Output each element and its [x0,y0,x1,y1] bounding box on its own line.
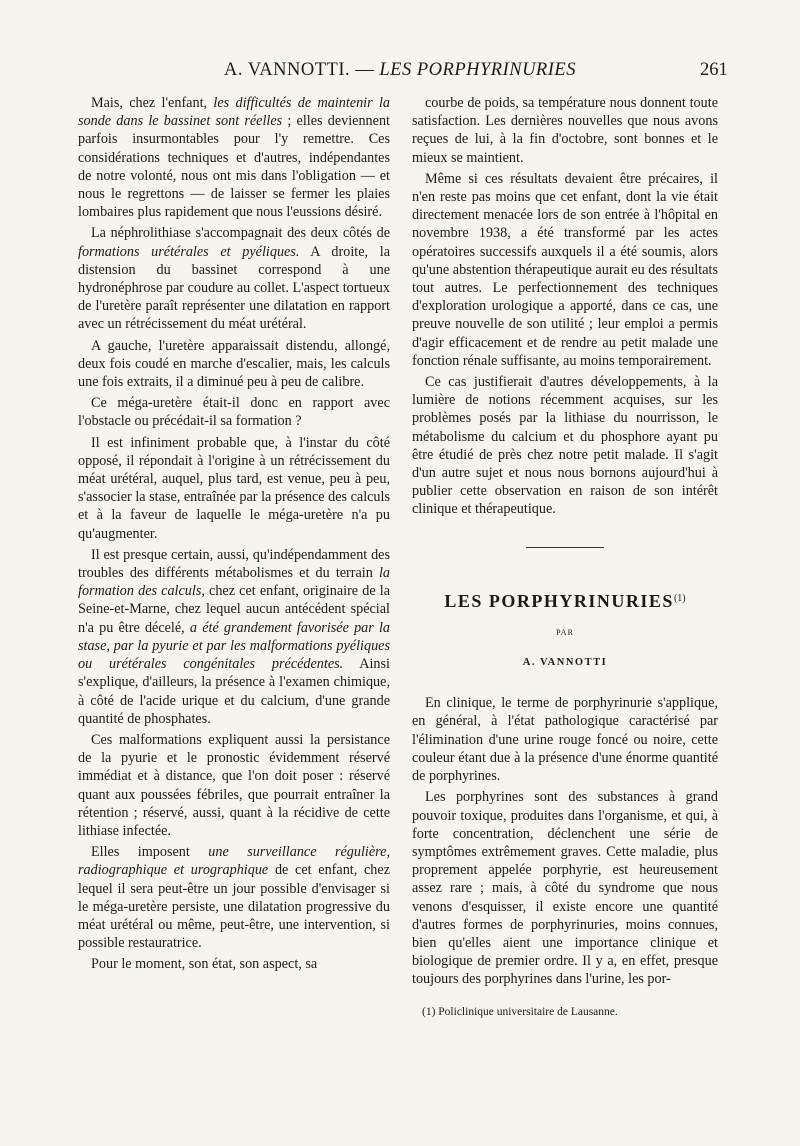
running-head-text [0,60,800,81]
header-author: A. VANNOTTI. [224,60,351,80]
section-divider [526,547,604,548]
article-title: LES PORPHYRINURIES$^{(1)}$ [444,590,686,611]
byline-author: A. VANNOTTI [522,657,608,669]
paragraph: A gauche, l'uretère apparaissait distendu, allongé, deux fois coudé en marche d'escalier, mais, les calculs une fois extraits, il a diminué peu à peu de calibre. [78,337,390,391]
paragraph: Il est presque certain, aussi, qu'indépendamment des troubles des différents métabolismes et du terrain la formation des calculs, chez cet enfant, originaire de la Seine-et-Marne, chez lequel aucun antécédent spécial n'a pu être décelé, a été grandement favorisée par la stase, par la pyurie et par les malformations pyéliques ou urétérales congénitales précédentes. Ainsi s'explique, d'ailleurs, la présence à l'examen chimique, à côté de l'acide urique et du calcium, d'une grande quantité de phosphates. [78,546,391,727]
header-dash: — [355,60,375,80]
paragraph: Ces malformations expliquent aussi la persistance de la pyurie et le pronostic évidemment réservé immédiat et à distance, que l'on doit poser : réservé quant aux poussées fébriles, que pourrait entraîner la rétention ; réservé, aussi, quant à la récidive de cette lithiase infectée. [78,731,390,839]
paragraph: Mais, chez l'enfant, les difficultés de maintenir la sonde dans le bassinet sont réelles ; elles deviennent parfois insurmontables pour l'y remettre. Ces considérations techniques et d'autres, indépendantes de notre volonté, nous ont mis dans l'obligation — et nous le regrettons — de laisser se fermer les plaies lombaires plus rapidement que nous l'eussions désiré. [78,95,391,221]
paragraph: Les porphyrines sont des substances à grand pouvoir toxique, produites dans l'organisme, et qui, à forte concentration, déclenchent une série de symptômes extrêmement graves. Cette maladie, plus proprement appelée porphyrie, est heureusement assez rare ; mais, à côté du syndrome que nous venons d'esquisser, il existe encore une quantité d'autres formes de porphyrinuries, moins connues, bien qu'elles aient une importance clinique et biologique de premier ordre. Il y a, en effet, presque toujours des porphyrines dans l'urine, les por- [412,789,718,988]
page-number: 261 [700,60,728,80]
paragraph: En clinique, le terme de porphyrinurie s'applique, en général, à l'état pathologique caractérisé par l'élimination d'une urine rouge foncé ou noire, cette couleur étant due à la présence d'une énorme quantité de porphyrines. [412,695,718,785]
footnote: (1) Policlinique universitaire de Lausanne. [422,1005,618,1018]
paragraph: Il est infiniment probable que, à l'instar du côté opposé, il répondait à l'origine à un rétrécissement du méat urétéral, auquel, plus tard, est venue, peu à peu, s'associer la stase, entraînée par la présence des calculs et à la faveur de laquelle le méga-uretère n'a pu qu'augmenter. [78,434,390,542]
paragraph: Ce méga-uretère était-il donc en rapport avec l'obstacle ou précédait-il sa formation ? [78,395,390,430]
running-header [0,56,800,86]
paragraph: Pour le moment, son état, son aspect, sa [91,956,318,973]
byline-par: PAR [556,627,574,637]
paragraph: Elles imposent une surveillance régulière, radiographique et urographique de cet enfant, chez lequel il sera peut-être un jour possible d'envisager si le méga-uretère persiste, une dilatation progressive du méat urétéral ou même, peut-être, une intervention, si possible restauratrice. [78,844,390,952]
paragraph: La néphrolithiase s'accompagnait des deux côtés de formations urétérales et pyéliques. A droite, la distension du bassinet correspond à une hydronéphrose par coudure au collet. L'aspect tortueux de l'uretère paraît représenter une dilatation en rapport avec un rétrécissement du méat urétéral. [78,225,390,333]
left-column [78,94,390,974]
right-column [412,94,718,1020]
paragraph: Même si ces résultats devaient être précaires, il n'en reste pas moins que cet enfant, dont la vie était directement menacée lors de son entrée à l'hôpital en novembre 1938, a été transformé par les actes opératoires successifs auxquels il a été soumis, alors qu'une abstention thérapeutique aurait eu des résultats tout autres. Le perfectionnement des techniques d'exploration urologique a apporté, dans ce cas, une preuve nouvelle de son utilité ; leur emploi a permis d'agir efficacement et de rendre au petit malade une fonction rénale suffisante, au moins temporairement. [412,170,718,369]
header-title: LES PORPHYRINURIES [379,60,576,80]
paragraph: Ce cas justifierait d'autres développements, à la lumière de notions récemment acquises, sur les problèmes posés par la lithiase du nourrisson, le métabolisme du calcium et du phosphore ayant pu être étudié de près chez notre petit malade. Il s'agit d'un autre sujet et nous nous bornons aujourd'hui à publier cette observation en raison de son intérêt clinique et thérapeutique. [412,374,718,518]
footnote-mark: (1) [673,592,686,604]
paragraph: courbe de poids, sa température nous donnent toute satisfaction. Les dernières nouvelles que nous avons reçues de lui, à la fin d'octobre, sont bonnes et le mieux se maintient. [412,95,718,166]
